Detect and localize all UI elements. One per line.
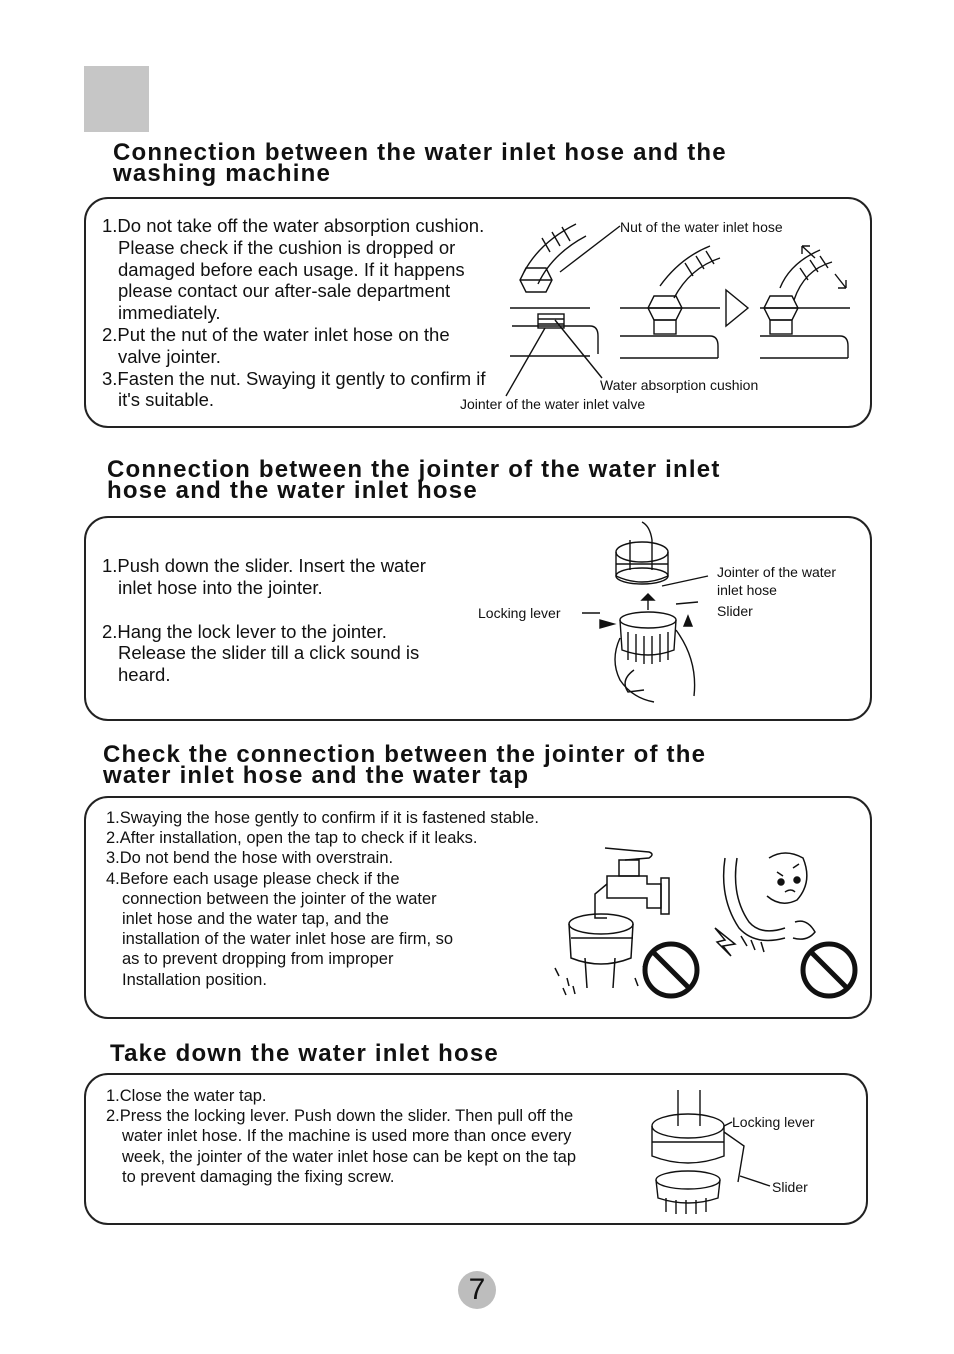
jointer-label-line2: inlet hose bbox=[717, 582, 777, 598]
step-item: 1.Close the water tap. bbox=[106, 1087, 267, 1105]
section-4-steps bbox=[106, 1086, 586, 1187]
jointer-insert-illustration bbox=[580, 520, 720, 710]
take-down-illustration bbox=[640, 1086, 780, 1214]
section-4-heading: Take down the water inlet hose bbox=[110, 1040, 499, 1067]
step-item: 2.Put the nut of the water inlet hose on the valve jointer. bbox=[102, 323, 450, 367]
step-item: 2.After installation, open the tap to check if it leaks. bbox=[106, 829, 478, 848]
step-item: 3.Fasten the nut. Swaying it gently to confirm if it's suitable. bbox=[102, 367, 486, 411]
section-2-steps bbox=[102, 555, 452, 686]
section-1-steps bbox=[102, 215, 494, 411]
take-down-locking-lever-label: Locking lever bbox=[732, 1114, 815, 1130]
step-item: 1.Swaying the hose gently to confirm if it is fastened stable. bbox=[106, 809, 539, 827]
slider-label: Slider bbox=[717, 603, 753, 619]
jointer-label-line1: Jointer of the water bbox=[717, 564, 837, 580]
step-item: 1.Push down the slider. Insert the water inlet hose into the jointer. bbox=[102, 555, 426, 598]
nut-label: Nut of the water inlet hose bbox=[620, 219, 783, 235]
locking-lever-label: Locking lever bbox=[478, 605, 561, 621]
step-item: 1.Do not take off the water absorption cushion. Please check if the cushion is dropped or damaged before each usage. If it happens please contact our after-sale department immediately. bbox=[102, 215, 485, 324]
page-number: 7 bbox=[458, 1271, 496, 1309]
take-down-slider-label: Slider bbox=[772, 1179, 808, 1195]
step-item: 2.Press the locking lever. Push down the slider. Then pull off the water inlet hose. If the machine is used more than once every week, the jointer of the water inlet hose can be kept on the tap to prevent damaging the fixing screw. bbox=[106, 1107, 577, 1186]
section-1-heading: Connection between the water inlet hose and the washing machine bbox=[113, 139, 727, 187]
tap-check-illustration bbox=[545, 838, 865, 1008]
section-marker-square bbox=[84, 66, 149, 132]
section-3-heading: Check the connection between the jointer of the water inlet hose and the water tap bbox=[103, 741, 707, 789]
section-2-heading: Connection between the jointer of the water inlet hose and the water inlet hose bbox=[107, 456, 721, 504]
step-item: 4.Before each usage please check if the connection between the jointer of the water inlet hose and the water tap, and the installation of the water inlet hose are firm, so as to prevent dropping from improper Installation position. bbox=[106, 869, 454, 989]
cushion-label: Water absorption cushion bbox=[600, 377, 759, 393]
valve-jointer-label: Jointer of the water inlet valve bbox=[460, 396, 646, 412]
step-item: 2.Hang the lock lever to the jointer. Release the slider till a click sound is heard. bbox=[102, 620, 420, 686]
step-item: 3.Do not bend the hose with overstrain. bbox=[106, 849, 394, 868]
